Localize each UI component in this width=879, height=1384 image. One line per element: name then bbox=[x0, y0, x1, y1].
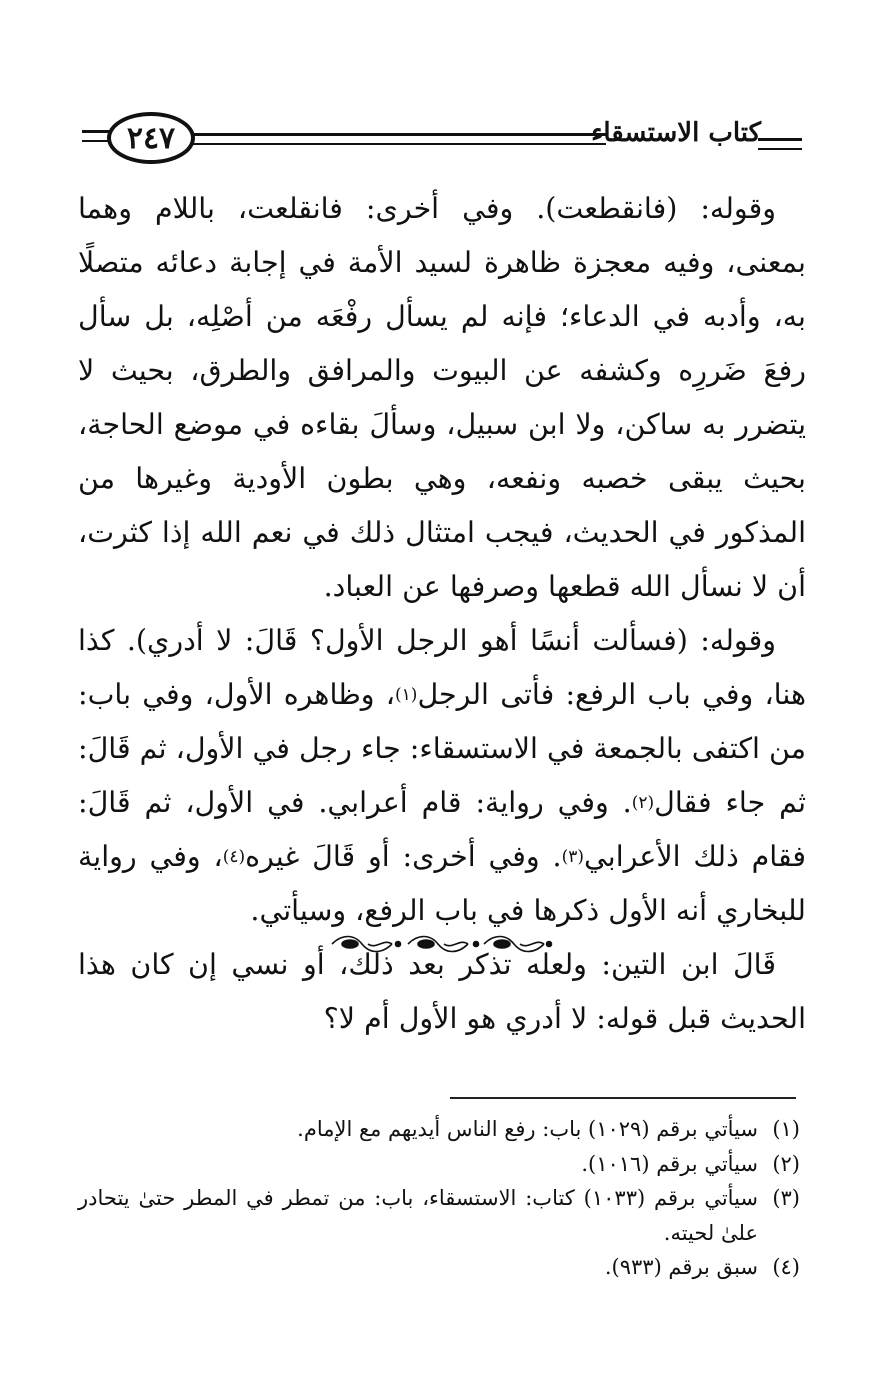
footnote-4-text: سبق برقم (٩٣٣). bbox=[604, 1255, 758, 1279]
footnote-4-number: (٤) bbox=[772, 1255, 800, 1279]
footnotes bbox=[78, 1112, 800, 1285]
page-number-oval bbox=[107, 112, 195, 164]
footnote-2 bbox=[78, 1147, 800, 1182]
footnote-3 bbox=[78, 1181, 800, 1250]
footnote-3-number: (٣) bbox=[772, 1186, 800, 1210]
footnote-1-number: (١) bbox=[772, 1117, 800, 1141]
paragraph-2-part-5: ، وفي رواية للبخاري أنه الأول ذكرها في باب الرفع، وسيأتي. bbox=[78, 840, 806, 927]
footnote-separator bbox=[450, 1097, 796, 1099]
paragraph-2-part-4: . وفي أخرى: أو قَالَ غيره bbox=[245, 840, 562, 873]
paragraph-2 bbox=[78, 614, 806, 938]
header-rule-middle bbox=[190, 133, 606, 136]
footnote-4 bbox=[78, 1250, 800, 1285]
section-divider-ornament-icon bbox=[328, 932, 554, 956]
paragraph-2-part-2: ، وظاهره الأول، وفي باب: من اكتفى بالجمعة في الاستسقاء: جاء رجل في الأول، ثم قَالَ: ثم جاء فقال bbox=[78, 678, 807, 819]
page-number: ٢٤٧ bbox=[126, 120, 176, 156]
footnote-ref-3[interactable]: (٣) bbox=[561, 847, 585, 867]
paragraph-3: قَالَ ابن التين: ولعله تذكر بعد ذلك، أو نسي إن كان هذا الحديث قبل قوله: لا أدري هو الأول أم لا؟ bbox=[78, 948, 806, 1035]
footnote-2-number: (٢) bbox=[772, 1151, 800, 1176]
header-rule-middle-thin bbox=[190, 143, 606, 145]
paragraph-2-part-3: . وفي رواية: قام أعرابي. في الأول، ثم قَالَ: فقام ذلك الأعرابي bbox=[78, 786, 807, 873]
footnote-1-text: سيأتي برقم (١٠٢٩) باب: رفع الناس أيديهم مع الإمام. bbox=[297, 1117, 758, 1141]
header-rule-right-top bbox=[758, 138, 802, 141]
running-title: كتاب الاستسقاء bbox=[591, 118, 761, 148]
footnote-ref-2[interactable]: (٢) bbox=[631, 793, 655, 813]
footnote-2-text: سيأتي برقم (١٠١٦). bbox=[581, 1151, 758, 1176]
header-rule-right-bottom bbox=[758, 148, 802, 150]
paragraph-1: وقوله: (فانقطعت). وفي أخرى: فانقلعت، باللام وهما بمعنى، وفيه معجزة ظاهرة لسيد الأمة في إجابة دعائه متصلًا به، وأدبه في الدعاء؛ فإنه لم يسأل رفْعَه من أصْلِه، بل سأل رفعَ ضَررِه وكشفه عن البيوت والمرافق والطرق، بحيث لا يتضرر به ساكن، ولا ابن سبيل، وسألَ بقاءه في موضع الحاجة، بحيث يبقى خصبه ونفعه، وهي بطون الأودية وغيرها من المذكور في الحديث، فيجب امتثال ذلك في نعم الله إذا كثرت، أن لا نسأل الله قطعها وصرفها عن العباد. bbox=[78, 192, 806, 603]
footnote-ref-1[interactable]: (١) bbox=[395, 685, 418, 705]
footnote-ref-4[interactable]: (٤) bbox=[222, 847, 246, 867]
footnote-1 bbox=[78, 1112, 800, 1147]
body-text bbox=[78, 182, 806, 1046]
paragraph-2-part-1: وقوله: (فسألت أنسًا أهو الرجل الأول؟ قَالَ: لا أدري). كذا هنا، وفي باب الرفع: فأتى الرجل bbox=[78, 624, 806, 711]
page-header bbox=[0, 0, 879, 190]
footnote-3-text: سيأتي برقم (١٠٣٣) كتاب: الاستسقاء، باب: من تمطر في المطر حتىٰ يتحادر علىٰ لحيته. bbox=[78, 1186, 758, 1245]
